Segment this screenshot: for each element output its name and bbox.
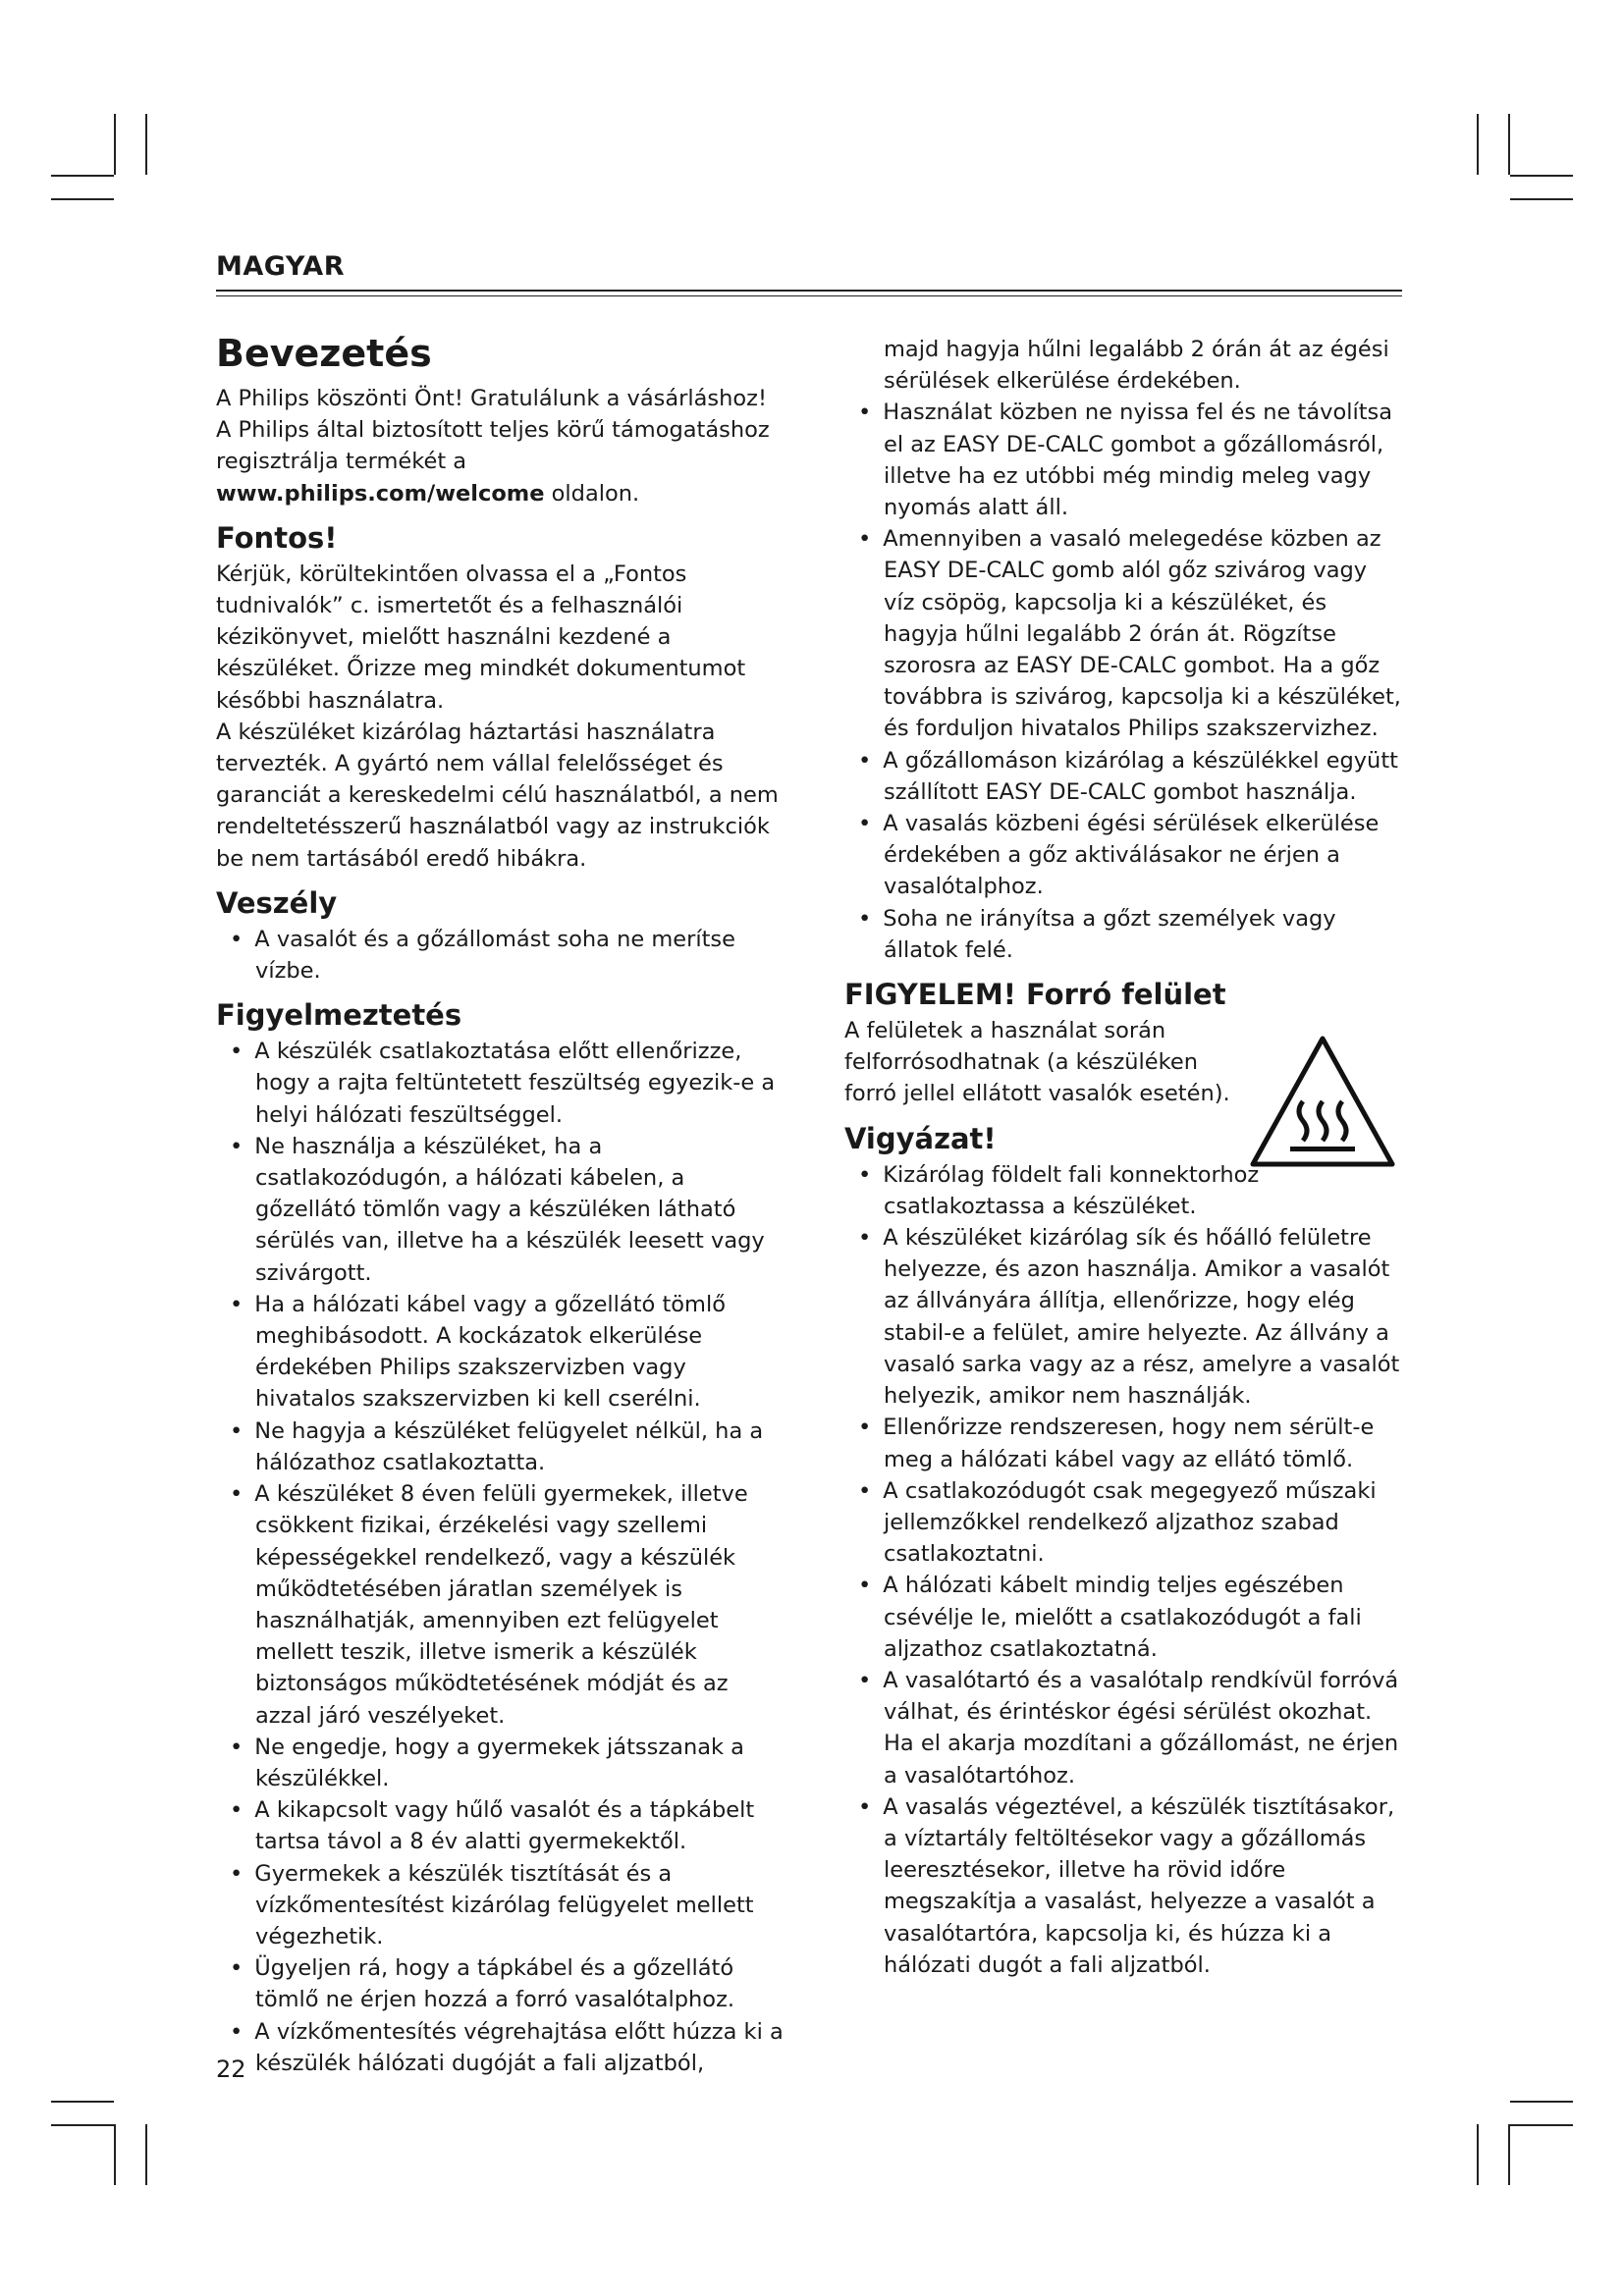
crop-mark bbox=[51, 2101, 114, 2103]
list-item: • Kizárólag földelt fali konnektorhoz csatlakoztassa a készüléket. bbox=[844, 1159, 1404, 1222]
danger-list bbox=[216, 924, 785, 987]
list-item: • A készüléket 8 éven felüli gyermekek, illetve csökkent fizikai, érzékelési vagy szellemi képességekkel rendelkező, vagy a készülék működtetésében járatlan személyek is használhatják, amennyiben ezt felügyelet mellett teszik, illetve ismerik a készülék biztonságos működtetésének módját és az azzal járó veszélyeket. bbox=[216, 1478, 785, 1732]
crop-mark bbox=[145, 2124, 147, 2185]
crop-mark bbox=[1510, 175, 1573, 177]
important-paragraph: Kérjük, körültekintően olvassa el a „Fontos tudnivalók” c. ismertetőt és a felhasználói kézikönyvet, mielőtt használni kezdené a készüléket. Őrizze meg mindkét dokumentumot későbbi használatra. bbox=[216, 561, 746, 714]
list-item: • Ne hagyja a készüléket felügyelet nélkül, ha a hálózathoz csatlakoztatta. bbox=[216, 1415, 785, 1478]
language-label: MAGYAR bbox=[216, 251, 345, 282]
list-item: • A készüléket kizárólag sík és hőálló felületre helyezze, és azon használja. Amikor a vasalót az állványára állítja, ellenőrizze, hogy elég stabil-e a felület, amire helyezte. Az állvány a vasaló sarka vagy az a rész, amelyre a vasalót helyezik, amikor nem használják. bbox=[844, 1222, 1404, 1412]
warning-list bbox=[216, 1036, 785, 2079]
list-item: • A vasalót és a gőzállomást soha ne merítse vízbe. bbox=[216, 924, 785, 987]
important-heading: Fontos! bbox=[216, 520, 338, 555]
list-item: • A vasalás végeztével, a készülék tisztításakor, a víztartály feltöltésekor vagy a gőzállomás leeresztésekor, illetve ha rövid időre megszakítja a vasalást, helyezze a vasalót a vasalótartóra, kapcsolja ki, és húzza ki a hálózati dugót a fali aljzatból. bbox=[844, 1791, 1404, 1981]
list-item: • A vasalás közbeni égési sérülések elkerülése érdekében a gőz aktiválásakor ne érjen a vasalótalphoz. bbox=[844, 808, 1404, 903]
crop-mark bbox=[1510, 2101, 1573, 2103]
crop-mark bbox=[114, 2124, 116, 2185]
crop-mark bbox=[1510, 2124, 1573, 2126]
list-item: • Ne engedje, hogy a gyermekek játsszanak a készülékkel. bbox=[216, 1732, 785, 1794]
welcome-link[interactable]: www.philips.com/welcome bbox=[216, 480, 545, 507]
crop-mark bbox=[51, 198, 114, 200]
crop-mark bbox=[1508, 114, 1510, 175]
list-item: • Gyermekek a készülék tisztítását és a vízkőmentesítést kizárólag felügyelet mellett végezhetik. bbox=[216, 1858, 785, 1953]
important-paragraph: A készüléket kizárólag háztartási használatra tervezték. A gyártó nem vállal felelősséget és garanciát a kereskedelmi célú használatból, a nem rendeltetésszerű használatból vagy az instrukciók be nem tartásából eredő hibákra. bbox=[216, 719, 779, 872]
crop-mark bbox=[1477, 2124, 1479, 2185]
hot-surface-heading: FIGYELEM! Forró felület bbox=[844, 978, 1226, 1012]
continued-text: majd hagyja hűlni legalább 2 órán át az égési sérülések elkerülése érdekében. bbox=[884, 337, 1389, 395]
crop-mark bbox=[1510, 198, 1573, 200]
crop-mark bbox=[1508, 2124, 1510, 2185]
page-header bbox=[216, 251, 1402, 296]
danger-heading: Veszély bbox=[216, 885, 338, 920]
list-item: • Amennyiben a vasaló melegedése közben az EASY DE-CALC gomb alól gőz szivárog vagy víz csöpög, kapcsolja ki a készüléket, és hagyja hűlni legalább 2 órán át. Rögzítse szorosra az EASY DE-CALC gombot. Ha a gőz továbbra is szivárog, kapcsolja ki a készüléket, és forduljon hivatalos Philips szakszervizhez. bbox=[844, 523, 1404, 744]
warning-heading: Figyelmeztetés bbox=[216, 998, 462, 1033]
intro-suffix: oldalon. bbox=[551, 480, 640, 507]
header-rule bbox=[216, 295, 1402, 296]
crop-mark bbox=[145, 114, 147, 175]
list-item: • A vízkőmentesítés végrehajtása előtt húzza ki a készülék hálózati dugóját a fali aljzatból, bbox=[216, 2016, 785, 2079]
hot-surface-warning-icon bbox=[1249, 1033, 1396, 1170]
crop-mark bbox=[114, 114, 116, 175]
list-item: • Ügyeljen rá, hogy a tápkábel és a gőzellátó tömlő ne érjen hozzá a forró vasalótalphoz. bbox=[216, 1952, 785, 2015]
caution-heading: Vigyázat! bbox=[844, 1121, 997, 1155]
page-number: 22 bbox=[216, 2056, 246, 2083]
intro-paragraph bbox=[216, 383, 785, 509]
list-item: • A gőzállomáson kizárólag a készülékkel együtt szállított EASY DE-CALC gombot használja. bbox=[844, 745, 1404, 808]
crop-mark bbox=[1477, 114, 1479, 175]
list-item: • A kikapcsolt vagy hűlő vasalót és a tápkábelt tartsa távol a 8 év alatti gyermekektől. bbox=[216, 1794, 785, 1857]
right-column bbox=[844, 334, 1404, 1981]
list-item: • Soha ne irányítsa a gőzt személyek vagy állatok felé. bbox=[844, 903, 1404, 966]
crop-mark bbox=[51, 175, 114, 177]
list-item: • Ha a hálózati kábel vagy a gőzellátó tömlő meghibásodott. A kockázatok elkerülése érdekében Philips szakszervizben vagy hivatalos szakszervizben ki kell cserélni. bbox=[216, 1289, 785, 1415]
left-column bbox=[216, 330, 785, 2079]
warning-list-continued bbox=[844, 397, 1404, 966]
crop-mark bbox=[51, 2124, 114, 2126]
list-item: • Ne használja a készüléket, ha a csatlakozódugón, a hálózati kábelen, a gőzellátó tömlőn vagy a készüléken látható sérülés van, illetve ha a készülék leesett vagy szivárgott. bbox=[216, 1131, 785, 1289]
list-item: • A vasalótartó és a vasalótalp rendkívül forróvá válhat, és érintéskor égési sérülést okozhat. Ha el akarja mozdítani a gőzállomást, ne érjen a vasalótartóhoz. bbox=[844, 1665, 1404, 1791]
header-rule bbox=[216, 290, 1402, 292]
list-item: • A csatlakozódugót csak megegyező műszaki jellemzőkkel rendelkező aljzathoz szabad csatlakoztatni. bbox=[844, 1475, 1404, 1571]
list-item: • A készülék csatlakoztatása előtt ellenőrizze, hogy a rajta feltüntetett feszültség egyezik-e a helyi hálózati feszültséggel. bbox=[216, 1036, 785, 1131]
list-item: • A hálózati kábelt mindig teljes egészében csévélje le, mielőtt a csatlakozódugót a fali aljzathoz csatlakoztatná. bbox=[844, 1570, 1404, 1665]
list-item: • Ellenőrizze rendszeresen, hogy nem sérült-e meg a hálózati kábel vagy az ellátó tömlő. bbox=[844, 1412, 1404, 1474]
hot-surface-text: A felületek a használat során felforrósodhatnak (a készüléken forró jellel ellátott vasalók esetén). bbox=[844, 1018, 1230, 1107]
caution-list bbox=[844, 1159, 1404, 1981]
intro-text: A Philips köszönti Önt! Gratulálunk a vásárláshoz! A Philips által biztosított teljes körű támogatáshoz regisztrálja termékét a bbox=[216, 386, 770, 475]
list-item: • Használat közben ne nyissa fel és ne távolítsa el az EASY DE-CALC gombot a gőzállomásról, illetve ha ez utóbbi még mindig meleg vagy nyomás alatt áll. bbox=[844, 397, 1404, 523]
intro-heading: Bevezetés bbox=[216, 332, 432, 375]
